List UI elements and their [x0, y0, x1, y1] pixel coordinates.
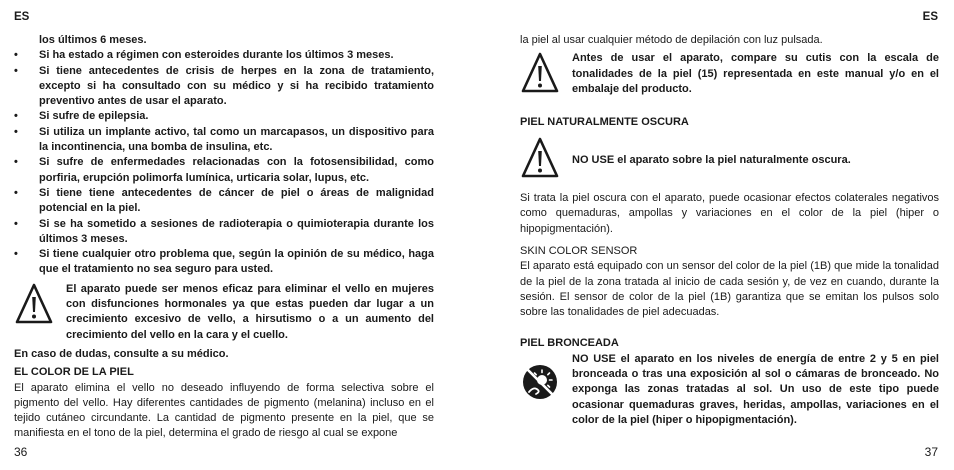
- tanned-skin-heading: PIEL BRONCEADA: [520, 336, 619, 349]
- bullet-icon: •: [14, 217, 18, 230]
- sensor-body: El aparato está equipado con un sensor del color de la piel (1B) que mide la tonalidad de la piel de la zona tratada al inicio de cada sesión y, de vez en cuando, durante la sesión. El sensor de color de la piel (1B) garantiza que se emitan los pulsos solo sobre las tonalidades de piel adecuadas.: [520, 260, 939, 319]
- warning-text: NO USE el aparato en los niveles de energía de entre 2 y 5 en piel bronceada o tras una exposición al sol o cámaras de bronceado. No exponga las zonas tratadas al sol. Un uso de este tipo puede ocasionar quemaduras graves, heridas, ampollas, variaciones en el color de la piel (hiper o hipopigmentación).: [572, 352, 939, 427]
- tanned-skin-warning: [520, 352, 939, 428]
- list-item: • Si sufre de enfermedades relacionadas con la fotosensibilidad, como porfiria, erupción polimorfa lumínica, urticaria solar, lupus, etc.: [14, 156, 434, 184]
- bullet-icon: •: [14, 248, 18, 261]
- hormonal-warning: [14, 282, 434, 343]
- list-item: • Si tiene antecedentes de crisis de herpes en la zona de tratamiento, excepto si ha consultado con su médico y si ha recibido tratamiento preventivo antes de usar el aparato.: [14, 64, 434, 108]
- dark-skin-body: Si trata la piel oscura con el aparato, puede ocasionar efectos colaterales negativos como quemaduras, ampollas y variaciones en el color de la piel (hiper o hipopigmentación).: [520, 192, 939, 235]
- bullet-icon: •: [14, 49, 18, 62]
- list-item: • Si utiliza un implante activo, tal como un marcapasos, un dispositivo para la incontinencia, una bomba de insulina, etc.: [14, 125, 434, 154]
- warning-triangle-icon: [520, 51, 560, 100]
- warning-triangle-icon: [520, 136, 560, 185]
- no-sun-exposure-icon: [520, 352, 560, 407]
- language-label: ES: [922, 11, 938, 23]
- list-item: • Si se ha sometido a sesiones de radioterapia o quimioterapia durante los últimos 3 meses.: [14, 217, 434, 245]
- doubt-note: En caso de dudas, consulte a su médico.: [14, 347, 229, 360]
- language-label: ES: [14, 11, 30, 23]
- page-right: [477, 0, 954, 470]
- compare-warning: [520, 51, 939, 100]
- lead-line: los últimos 6 meses.: [39, 34, 147, 46]
- bullet-icon: •: [14, 156, 18, 169]
- list-item: • Si sufre de epilepsia.: [14, 109, 434, 124]
- warning-text: NO USE el aparato sobre la piel naturalmente oscura.: [572, 153, 851, 166]
- bullet-icon: •: [14, 125, 18, 138]
- bullet-icon: •: [14, 64, 18, 77]
- dark-skin-heading: PIEL NATURALMENTE OSCURA: [520, 115, 689, 128]
- right-column: [520, 33, 939, 428]
- dark-skin-warning: [520, 136, 939, 185]
- page-number: 37: [924, 445, 938, 459]
- section-heading: EL COLOR DE LA PIEL: [14, 366, 134, 379]
- left-column: [14, 33, 434, 442]
- warning-triangle-icon: [14, 282, 54, 331]
- section-body: El aparato elimina el vello no deseado influyendo de forma selectiva sobre el pigmento del vello. Hay diferentes cantidades de pigmento (melanina) incluso en el tejido cutáneo circundante. La cantidad de pigmento presente en la piel, que se manifiesta en el tono de la piel, determina el grado de riesgo al cual se expone: [14, 381, 434, 440]
- list-item: • Si ha estado a régimen con esteroides durante los últimos 3 meses.: [14, 48, 434, 63]
- continuation-text: la piel al usar cualquier método de depilación con luz pulsada.: [520, 34, 823, 46]
- sensor-heading: SKIN COLOR SENSOR: [520, 245, 638, 258]
- warning-text: Antes de usar el aparato, compare su cutis con la escala de tonalidades de la piel (15) representada en este manual y/o en el embalaje del producto.: [572, 52, 939, 95]
- list-item: • Si tiene tiene antecedentes de cáncer de piel o áreas de malignidad potencial en la piel.: [14, 186, 434, 215]
- bullet-icon: •: [14, 186, 18, 199]
- list-item: • Si tiene cualquier otro problema que, según la opinión de su médico, haga que el tratamiento no sea seguro para usted.: [14, 248, 434, 276]
- bullet-icon: •: [14, 110, 18, 123]
- contraindication-list: [14, 48, 434, 277]
- warning-text: El aparato puede ser menos eficaz para eliminar el vello en mujeres con disfunciones hormonales ya que estas pueden dar lugar a un crecimiento excesivo de vello, a hirsutismo o a un aumento del crecimiento del vello en la cara y el cuello.: [66, 282, 434, 341]
- page-number: 36: [14, 445, 28, 459]
